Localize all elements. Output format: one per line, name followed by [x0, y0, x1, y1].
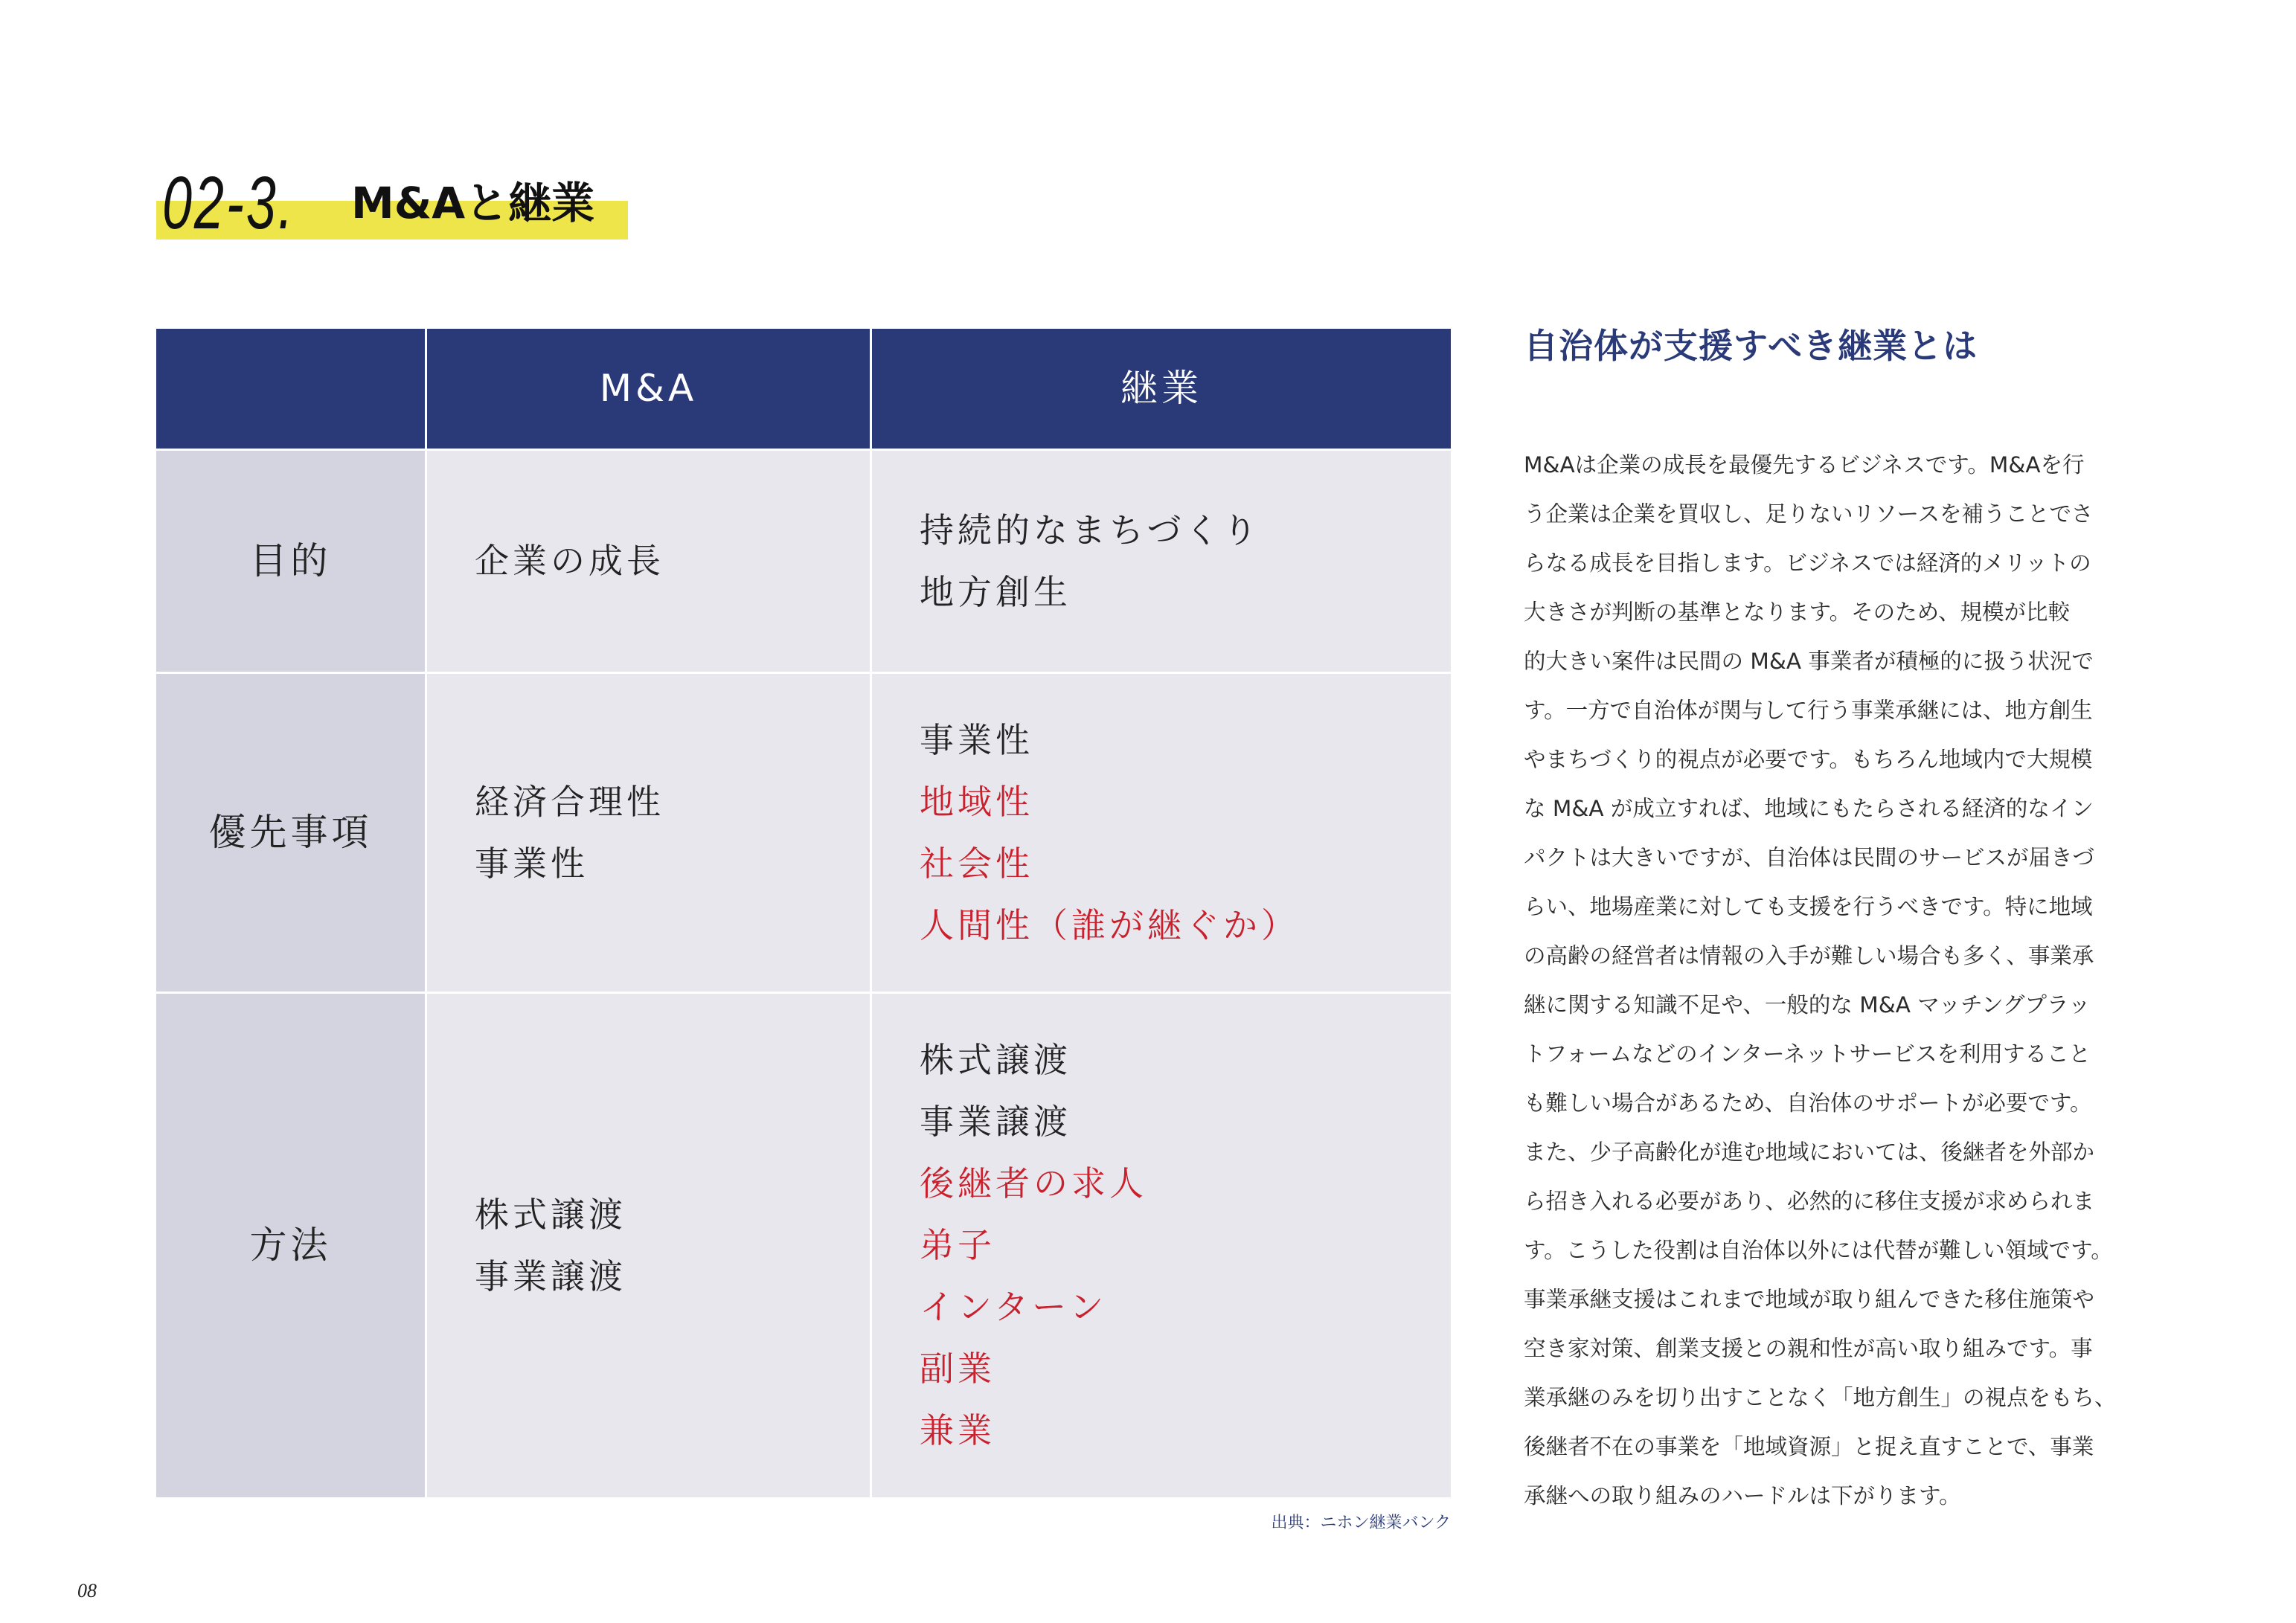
article — [1524, 320, 2141, 1520]
table-header-cell — [156, 329, 427, 451]
row-label: 目的 — [156, 451, 427, 674]
article-line: パクトは大きいですが、自治体は民間のサービスが届きづ — [1524, 845, 2095, 870]
table-header-cell: 継業 — [872, 329, 1451, 451]
section-number: 02-3. — [162, 161, 295, 245]
article-body — [1524, 440, 2141, 1520]
article-line: 大きさが判断の基準となります。そのため、規模が比較 — [1524, 600, 2070, 625]
highlighted-item: 副業 — [920, 1349, 995, 1389]
table-cell-ma — [427, 451, 872, 674]
cell-item: 株式譲渡 — [475, 1194, 626, 1235]
article-line: 空き家対策、創業支援との親和性が高い取り組みです。事 — [1524, 1336, 2093, 1361]
cell-item: 企業の成長 — [475, 541, 664, 581]
highlighted-item: 地域性 — [920, 781, 1033, 822]
article-line: ら招き入れる必要があり、必然的に移住支援が求められま — [1524, 1189, 2095, 1214]
article-line: M&Aは企業の成長を最優先するビジネスです。M&Aを行 — [1524, 452, 2085, 478]
article-line: も難しい場合があるため、自治体のサポートが必要です。 — [1524, 1090, 2092, 1116]
cell-item: 持続的なまちづくり — [920, 510, 1261, 550]
article-line: す。こうした役割は自治体以外には代替が難しい領域です。 — [1524, 1238, 2113, 1263]
comparison-table — [156, 329, 1451, 1500]
highlighted-item: 兼業 — [920, 1410, 995, 1450]
article-line: らい、地場産業に対しても支援を行うべきです。特に地域 — [1524, 894, 2093, 919]
page-number: 08 — [77, 1580, 97, 1601]
article-line: やまちづくり的視点が必要です。もちろん地域内で大規模 — [1524, 747, 2093, 772]
table-cell-keigyo — [872, 994, 1451, 1500]
article-line: 継に関する知識不足や、一般的な M&A マッチングプラッ — [1524, 992, 2091, 1018]
article-line: の高齢の経営者は情報の入手が難しい場合も多く、事業承 — [1524, 943, 2094, 968]
article-line: 後継者不在の事業を「地域資源」と捉え直すことで、事業 — [1524, 1434, 2094, 1459]
article-line: な M&A が成立すれば、地域にもたらされる経済的なイン — [1524, 796, 2094, 821]
cell-item: 経済合理性 — [475, 781, 664, 822]
article-line: らなる成長を目指します。ビジネスでは経済的メリットの — [1524, 550, 2091, 576]
highlighted-item: 人間性（誰が継ぐか） — [920, 904, 1299, 945]
cell-item: 事業性 — [920, 719, 1033, 760]
cell-item: 事業性 — [475, 843, 589, 884]
highlighted-item: 社会性 — [920, 843, 1033, 884]
table-cell-ma — [427, 994, 872, 1500]
cell-item: 事業譲渡 — [475, 1256, 626, 1296]
table-cell-keigyo — [872, 451, 1451, 674]
article-line: また、少子高齢化が進む地域においては、後継者を外部か — [1524, 1140, 2095, 1165]
table-source: 出典：ニホン継業バンク — [1271, 1514, 1451, 1532]
article-line: トフォームなどのインターネットサービスを利用すること — [1524, 1041, 2091, 1067]
article-line: 事業承継支援はこれまで地域が取り組んできた移住施策や — [1524, 1287, 2095, 1312]
cell-item: 事業譲渡 — [920, 1102, 1071, 1142]
table-cell-ma — [427, 674, 872, 994]
article-line: す。一方で自治体が関与して行う事業承継には、地方創生 — [1524, 698, 2093, 723]
article-line: 業承継のみを切り出すことなく「地方創生」の視点をもち、 — [1524, 1385, 2117, 1410]
article-line: 承継への取り組みのハードルは下がります。 — [1524, 1483, 1961, 1508]
highlighted-item: 弟子 — [920, 1225, 995, 1265]
row-label: 優先事項 — [156, 674, 427, 994]
cell-item: 株式譲渡 — [920, 1040, 1071, 1080]
row-label: 方法 — [156, 994, 427, 1500]
table-cell-keigyo — [872, 674, 1451, 994]
article-line: う企業は企業を買収し、足りないリソースを補うことでさ — [1524, 501, 2094, 527]
article-heading: 自治体が支援すべき継業とは — [1524, 326, 1978, 366]
table-header-cell: M&A — [427, 329, 872, 451]
article-line: 的大きい案件は民間の M&A 事業者が積極的に扱う状況で — [1524, 649, 2094, 674]
section-title: M&Aと継業 — [351, 178, 595, 228]
highlighted-item: 後継者の求人 — [920, 1163, 1147, 1203]
highlighted-item: インターン — [920, 1287, 1108, 1327]
cell-item: 地方創生 — [920, 571, 1071, 612]
